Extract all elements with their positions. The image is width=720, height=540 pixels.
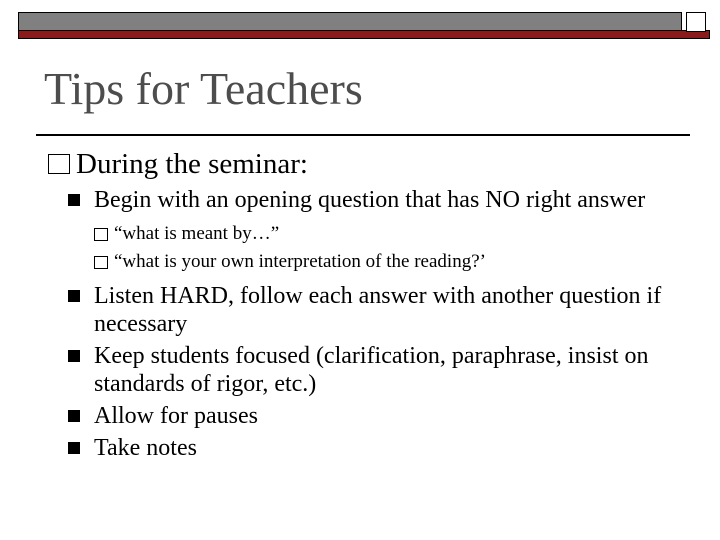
filled-square-bullet-icon bbox=[68, 350, 80, 362]
heading-bullet bbox=[48, 146, 688, 182]
header-accent-bar bbox=[18, 30, 710, 39]
list-item bbox=[68, 282, 688, 338]
filled-square-bullet-icon bbox=[68, 290, 80, 302]
list-item bbox=[68, 434, 688, 462]
hollow-square-bullet-icon bbox=[94, 256, 108, 269]
list-item bbox=[68, 186, 688, 214]
list-item-text: Listen HARD, follow each answer with another question if necessary bbox=[94, 283, 662, 337]
heading-text: During the seminar: bbox=[76, 148, 308, 180]
list-item-text: Take notes bbox=[94, 435, 197, 461]
slide-title: Tips for Teachers bbox=[44, 63, 363, 114]
list-item bbox=[68, 342, 688, 398]
list-item-text: Keep students focused (clarification, paraphrase, insist on standards of rigor, etc.) bbox=[94, 343, 649, 397]
hollow-square-bullet-icon bbox=[94, 228, 108, 241]
header-corner-box bbox=[686, 12, 706, 32]
sub-list-item-text: “what is your own interpretation of the reading?’ bbox=[114, 251, 486, 272]
list-item-text: Begin with an opening question that has NO right answer bbox=[94, 187, 646, 213]
filled-square-bullet-icon bbox=[68, 194, 80, 206]
title-divider bbox=[36, 134, 690, 136]
list-item-text: Allow for pauses bbox=[94, 403, 258, 429]
slide-body bbox=[48, 146, 688, 462]
sub-list-item bbox=[94, 250, 688, 274]
filled-square-bullet-icon bbox=[68, 442, 80, 454]
hollow-square-bullet-icon bbox=[48, 154, 70, 174]
sub-list-item bbox=[94, 222, 688, 246]
sub-list-item-text: “what is meant by…” bbox=[114, 223, 280, 244]
filled-square-bullet-icon bbox=[68, 410, 80, 422]
list-item bbox=[68, 402, 688, 430]
